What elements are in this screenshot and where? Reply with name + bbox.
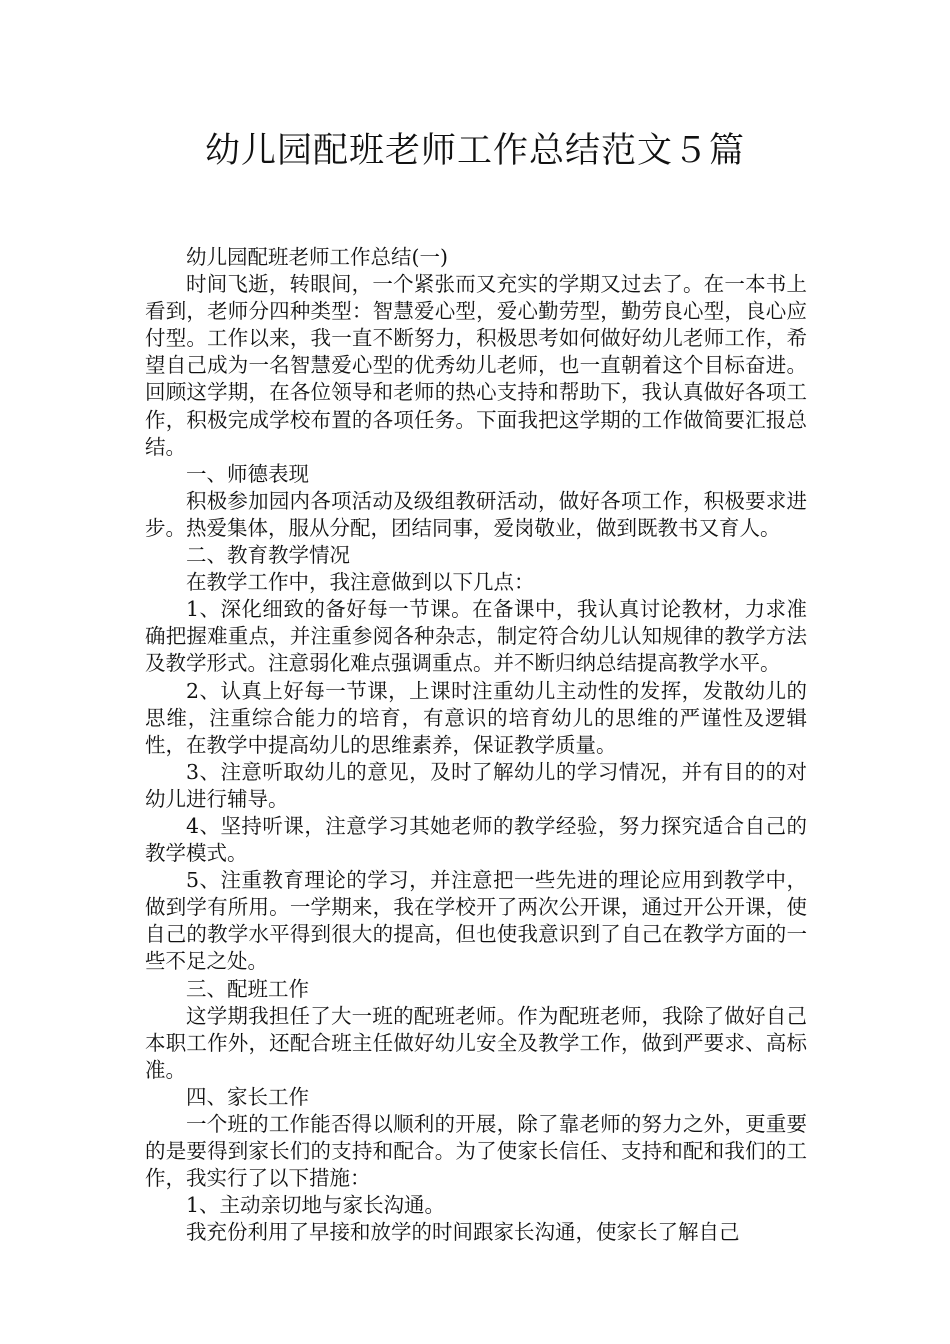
list-item: 5、注重教育理论的学习，并注意把一些先进的理论应用到教学中，做到学有所用。一学期来，我在学校开了两次公开课，通过开公开课，使自己的教学水平得到很大的提高，但也使我意识到了自己在教学方面的一些不足之处。 (145, 868, 807, 974)
document-body (145, 244, 807, 1246)
paragraph: 一个班的工作能否得以顺利的开展，除了靠老师的努力之外，更重要的是要得到家长们的支持和配合。为了使家长信任、支持和配和我们的工作，我实行了以下措施： (145, 1112, 807, 1191)
list-item: 1、深化细致的备好每一节课。在备课中，我认真讨论教材，力求准确把握难重点，并注重参阅各种杂志，制定符合幼儿认知规律的教学方法及教学形式。注意弱化难点强调重点。并不断归纳总结提高教学水平。 (145, 597, 807, 676)
section-heading: 幼儿园配班老师工作总结(一) (186, 245, 448, 269)
section-heading: 一、师德表现 (186, 461, 309, 486)
paragraph: 积极参加园内各项活动及级组教研活动，做好各项工作，积极要求进步。热爱集体，服从分配，团结同事，爱岗敬业，做到既教书又育人。 (145, 488, 807, 540)
paragraph: 时间飞逝，转眼间，一个紧张而又充实的学期又过去了。在一本书上看到，老师分四种类型：智慧爱心型，爱心勤劳型，勤劳良心型，良心应付型。工作以来，我一直不断努力，积极思考如何做好幼儿老师工作，希望自己成为一名智慧爱心型的优秀幼儿老师，也一直朝着这个目标奋进。回顾这学期，在各位领导和老师的热心支持和帮助下，我认真做好各项工作，积极完成学校布置的各项任务。下面我把这学期的工作做简要汇报总结。 (145, 272, 807, 459)
section-heading: 三、配班工作 (186, 976, 309, 1001)
list-item: 2、认真上好每一节课，上课时注重幼儿主动性的发挥，发散幼儿的思维，注重综合能力的培育，有意识的培育幼儿的思维的严谨性及逻辑性，在教学中提高幼儿的思维素养，保证教学质量。 (145, 678, 807, 757)
paragraph: 我充份利用了早接和放学的时间跟家长沟通，使家长了解自己 (186, 1220, 740, 1245)
list-item: 4、坚持听课，注意学习其她老师的教学经验，努力探究适合自己的教学模式。 (145, 813, 807, 866)
section-heading: 二、教育教学情况 (186, 543, 350, 568)
paragraph: 这学期我担任了大一班的配班老师。作为配班老师，我除了做好自己本职工作外，还配合班主任做好幼儿安全及教学工作，做到严要求、高标准。 (145, 1003, 807, 1082)
list-item: 1、主动亲切地与家长沟通。 (186, 1193, 446, 1218)
document-title: 幼儿园配班老师工作总结范文５篇 (204, 131, 745, 171)
list-item: 3、注意听取幼儿的意见，及时了解幼儿的学习情况，并有目的的对幼儿进行辅导。 (145, 759, 807, 811)
paragraph: 在教学工作中，我注意做到以下几点： (186, 570, 535, 595)
section-heading: 四、家长工作 (186, 1084, 309, 1109)
